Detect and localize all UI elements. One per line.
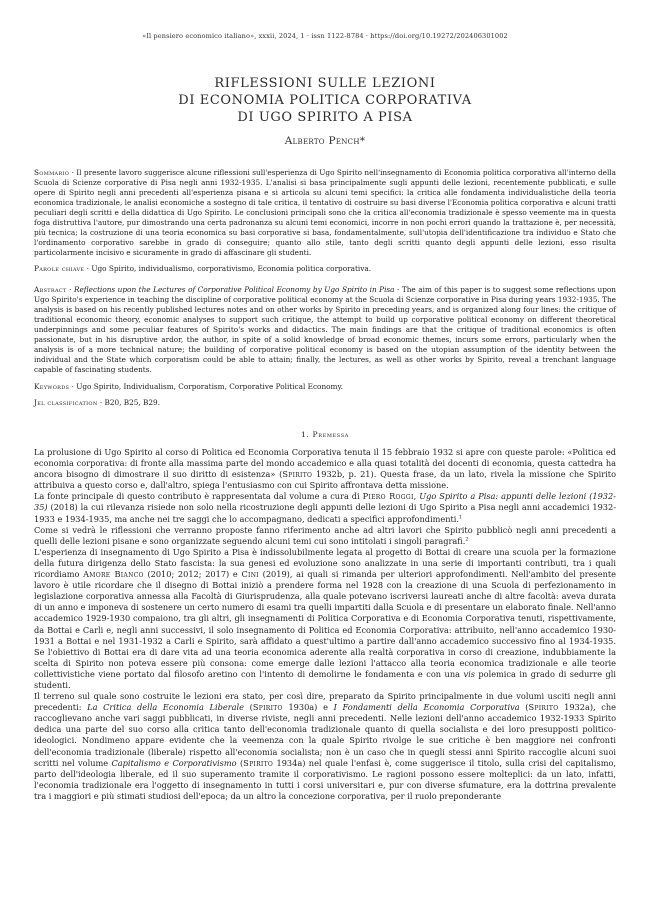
jel-label: Jel classification xyxy=(34,398,98,407)
sommario-block: Sommario · Il presente lavoro suggerisce alcune riflessioni sull'esperienza di Ugo Spirito nell'insegnamento di Economia politica corporativa all'interno della Scuola di Scienze corporative di Pisa negli anni 1932-1935. L'analisi si basa principalmente sugli appunti delle lezioni, recentemente pubblicati, e sulle opere di Spirito negli anni precedenti all'esperienza pisana e si articola su alcuni temi specifici: la critica alle fondamenta individualistiche della teoria economica tradizionale, le analisi economiche a sostegno di tale critica, il tentativo di costruire su basi diverse l'Economia politica corporativa e alcuni tratti peculiari degli scritti e della didattica di Ugo Spirito. Le conclusioni principali sono che la critica all'economia tradizionale è spesso veemente ma in questa foga distruttiva l'autore, pur dimostrando una certa padronanza su alcuni temi economici, incorre in non pochi errori quando la trattazione è, per necessità, più tecnica; la costruzione di una teoria economica su basi corporative si basa, fondamentalmente, sull'utopia dell'identificazione tra individuo e Stato che l'ordinamento corporativo sarebbe in grado di conseguire; quanto allo stile, tanto degli scritti quanto degli appunti delle lezioni, esso risulta particolarmente incisivo e sicuramente in grado di affascinare gli studenti. xyxy=(34,168,616,257)
p4-text-c: (2019), ai quali si rimanda per ulteriori approfondimenti. Nell'ambito del presente lavoro è utile ricordare che il disegno di Bottai iniziò a prendere forma nel 1928 con la creazione di una Scuola di perfezionamento in legislazione corporativa annessa alla Facoltà di Giurisprudenza, alla quale potevano iscriversi laureati anche di altre facoltà: aveva durata di un anno e imponeva di sostenere un certo numero di esami tra quelli impartiti dalla Scuola e di presentare un elaborato finale. Nell'anno accademico 1929-1930 compaiono, tra gli altri, gli insegnamenti di Politica Corporativa e di Economia Corporativa tenuti, rispettivamente, da Bottai e Carli e, negli anni successivi, il solo insegnamento di Politica ed Economia Corporativa: attribuito, nell'anno accademico 1930-1931 a Bottai e nel 1931-1932 a Carli e Spirito, sarà affidato a quest'ultimo a partire dall'anno accademico successivo fino al 1934-1935. Se l'obiettivo di Bottai era di dare vita ad una teoria economica aderente alla realtà corporativa in corso di creazione, indubbiamente la scelta di Spirito non poteva essere più consona: come emerge dalle lezioni l'attacco alla teoria economica tradizionale e alle teorie collettivistiche viene portato dal filosofo aretino con l'intento di demolirne le fondamenta e con una xyxy=(34,569,616,679)
p5-title-1: La Critica della Economia Liberale xyxy=(87,702,244,713)
p1-text-a: La prolusione di Ugo Spirito al corso di Politica ed Economia Corporativa tenuta il 15 febbraio 1932 si apre con queste parole: «Politica ed economia corporativa: di fronte alla massima parte del mondo accademico e alla quasi totalità dei docenti di economia, questa cattedra ha ancora bisogno di dimostrare il suo diritto di esistenza» ( xyxy=(34,447,616,480)
parole-chiave-text: Ugo Spirito, individualismo, corporativismo, Economia politica corporativa. xyxy=(91,264,372,273)
parole-chiave-block: Parole chiave · Ugo Spirito, individualismo, corporativismo, Economia politica corporativa. xyxy=(34,264,372,273)
running-head: «Il pensiero economico italiano», xxxii, 2024, 1 · issn 1122-8784 · https://doi.org/10.19272/202406301002 xyxy=(142,32,508,40)
p2-editor: Piero Roggi xyxy=(362,491,414,502)
p5-title-2: I Fondamenti della Economia Corporativa xyxy=(333,702,520,713)
paragraph-5: Il terreno sul quale sono costruite le lezioni era stato, per così dire, preparato da Spirito principalmente in due volumi usciti negli anni precedenti: La Critica della Economia Liberale (Spirito 1930a) e I Fondamenti della Economia Corporativa (Spirito 1932a), che raccoglievano anche vari saggi pubblicati, in diverse riviste, negli anni precedenti. Nelle lezioni dell'anno accademico 1932-1933 Spirito dedica una parte del suo corso alla critica tanto dell'economia tradizionale quanto di quella socialista e dei loro presupposti politico-ideologici. Nondimeno appare evidente che la veemenza con la quale Spirito rivolge le sue critiche è ben maggiore nei confronti dell'economia tradizionale (liberale) rispetto all'economia socialista; non è un caso che in quegli stessi anni Spirito raccoglie alcuni suoi scritti nel volume Capitalismo e Corporativismo (Spirito 1934a) nel quale l'enfasi è, come suggerisce il titolo, sulla crisi del capitalismo, parto dell'ideologia liberale, ed il suo superamento tramite il corporativismo. Le ragioni possono essere molteplici: da un lato, infatti, l'economia tradizionale era l'oggetto di insegnamento in tutti i corsi universitari e, pur con diverse sfumature, era la dottrina prevalente tra i maggiori e più stimati studiosi dell'epoca; da un altro la concezione corporativa, per il ruolo preponderante xyxy=(34,691,617,801)
parole-chiave-label: Parole chiave xyxy=(34,264,85,273)
abstract-title: Reflections upon the Lectures of Corporative Political Economy by Ugo Spirito in Pisa xyxy=(73,285,395,294)
p5-title-3: Capitalismo e Corporativismo xyxy=(111,757,237,768)
paragraph-1 xyxy=(34,447,616,491)
jel-block: Jel classification · B20, B25, B29. xyxy=(34,398,161,407)
p1-text-b: 1932b, p. 21). Questa frase, da un lato, rivela la missione che Spirito attribuiva a questo corso e, dall'altro, spiega l'entusiasmo con cui Spirito affrontava detta missione. xyxy=(34,469,617,491)
keywords-label: Keywords xyxy=(34,382,70,391)
p4-text-d: polemica in grado di sedurre gli studenti. xyxy=(34,668,616,690)
p5-text-a: Il terreno sul quale sono costruite le lezioni era stato, per così dire, preparato da Spirito principalmente in due volumi usciti negli anni precedenti: xyxy=(34,691,616,713)
section-heading: 1. Premessa xyxy=(301,430,349,439)
p4-cite-cini: Cini xyxy=(241,569,259,580)
p5-year-2: 1932a), che raccoglievano anche vari saggi pubblicati, in diverse riviste, negli anni precedenti. Nelle lezioni dell'anno accademico 1932-1933 Spirito dedica una parte del suo corso alla critica tanto dell'economia tradizionale quanto di quella socialista e dei loro presupposti politico-ideologici. Nondimeno appare evidente che la veemenza con la quale Spirito rivolge le sue critiche è ben maggiore nei confronti dell'economia tradizionale (liberale) rispetto all'economia socialista; non è un caso che in quegli stessi anni Spirito raccoglie alcuni suoi scritti nel volume xyxy=(34,702,617,768)
p5-cite-3: Spirito xyxy=(243,757,274,768)
article-body xyxy=(34,447,616,802)
p5-year-1: 1930a) e xyxy=(282,702,334,713)
p4-text-a: L'esperienza di insegnamento di Ugo Spirito a Pisa è indissolubilmente legata al progetto di Bottai di creare una scuola per la formazione della futura dirigenza dello Stato fascista: la sua genesi ed evoluzione sono analizzate in una serie di importanti contributi, tra i quali ricordiamo xyxy=(34,546,616,580)
keywords-text: Ugo Spirito, Individualism, Corporatism, Corporative Political Economy. xyxy=(76,382,343,391)
sommario-text: Il presente lavoro suggerisce alcune riflessioni sull'esperienza di Ugo Spirito nell'insegnamento di Economia politica corporativa all'interno della Scuola di Scienze corporative di Pisa negli anni 1932-1935. L'analisi si basa principalmente sugli appunti delle lezioni, recentemente pubblicati, e sulle opere di Spirito negli anni precedenti all'esperienza pisana e si articola su alcuni temi specifici: la critica alle fondamenta individualistiche della teoria economica tradizionale, le analisi economiche a sostegno di tale critica, il tentativo di costruire su basi diverse l'Economia politica corporativa e alcuni tratti peculiari degli scritti e della didattica di Ugo Spirito. Le conclusioni principali sono che la critica all'economia tradizionale è spesso veemente ma in questa foga distruttiva l'autore, pur dimostrando una certa padronanza su alcuni temi economici, incorre in non pochi errori quando la trattazione è, per necessità, più tecnica; la costruzione di una teoria economica su basi corporative si basa, fondamentalmente, sull'utopia dell'identificazione tra individuo e Stato che l'ordinamento corporativo sarebbe in grado di conseguire; quanto allo stile, tanto degli scritti quanto degli appunti delle lezioni, esso risulta particolarmente incisivo e sicuramente in grado di affascinare gli studenti. xyxy=(34,168,616,257)
paragraph-3 xyxy=(34,525,616,547)
p2-sep: , xyxy=(413,491,420,502)
p2-text-a: La fonte principale di questo contributo è rappresentata dal volume a cura di xyxy=(34,491,363,502)
abstract-label: Abstract xyxy=(34,285,67,294)
footnote-ref-2[interactable]: 2 xyxy=(465,536,469,543)
article-title xyxy=(34,75,616,126)
title-line-3: DI UGO SPIRITO A PISA xyxy=(237,110,413,125)
paragraph-2 xyxy=(34,491,616,524)
p2-text-b: (2018) la cui rilevanza risiede non solo nella ricostruzione degli appunti delle lezioni di Ugo Spirito a Pisa negli anni accademici 1932-1933 e 1934-1935, ma anche nei tre saggi che lo accompagnano, dedicati a specifici approfondimenti. xyxy=(34,502,616,524)
jel-text: B20, B25, B29. xyxy=(104,398,161,407)
p4-cite-amore-bianco: Amore Bianco xyxy=(83,569,144,580)
paragraph-4 xyxy=(34,547,616,691)
p5-year-3: 1934a) nel quale l'enfasi è, come suggerisce il titolo, sulla crisi del capitalismo, parto dell'ideologia liberale, ed il suo superamento tramite il corporativismo. Le ragioni possono essere molteplici: da un lato, infatti, l'economia tradizionale era l'oggetto di insegnamento in tutti i corsi universitari e, pur con diverse sfumature, era la dottrina prevalente tra i maggiori e più stimati studiosi dell'epoca; da un altro la concezione corporativa, per il ruolo preponderante xyxy=(34,757,617,801)
p4-text-b: (2010; 2012; 2017) e xyxy=(143,569,242,580)
keywords-block: Keywords · Ugo Spirito, Individualism, Corporatism, Corporative Political Economy. xyxy=(34,382,343,391)
title-line-1: RIFLESSIONI SULLE LEZIONI xyxy=(214,76,436,91)
p4-vis: vis xyxy=(463,668,475,679)
footnote-ref-1[interactable]: 1 xyxy=(459,513,463,520)
abstract-text: The aim of this paper is to suggest some reflections upon Ugo Spirito's experience in teaching the discipline of corporative political economy at the Scuola di Scienze corporative in Pisa during years 1932-1935. The analysis is based on his recently published lectures notes and on other works by Spirito in preceding years, and is organized along four lines: the critique of traditional economic theory, economic analyses to support such critique, the attempt to build up corporative political economy on different theoretical underpinnings and some peculiar features of Spirito's works and didactics. The main findings are that the critique of traditional economics is often passionate, but in his disruptive ardor, the author, in spite of a solid knowledge of broad economic themes, incurs some errors, particularly when the analysis is of a more technical nature; the building of corporative political economy is based on the utopian assumption of the identity between the individual and the State which corporatism could be able to attain; finally, the lectures, as well as other works by Spirito, reveal a trenchant language capable of fascinating students. xyxy=(34,285,616,374)
p1-citation: Spirito xyxy=(282,469,313,480)
abstract-block: Abstract · Reflections upon the Lectures of Corporative Political Economy by Ugo Spirito in Pisa · The aim of this paper is to suggest some reflections upon Ugo Spirito's experience in teaching the discipline of corporative political economy at the Scuola di Scienze corporative in Pisa during years 1932-1935. The analysis is based on his recently published lectures notes and on other works by Spirito in preceding years, and is organized along four lines: the critique of traditional economic theory, economic analyses to support such critique, the attempt to build up corporative political economy on different theoretical underpinnings and some peculiar features of Spirito's works and didactics. The main findings are that the critique of traditional economics is often passionate, but in his disruptive ardor, the author, in spite of a solid knowledge of broad economic themes, incurs some errors, particularly when the analysis is of a more technical nature; the building of corporative political economy is based on the utopian assumption of the identity between the individual and the State which corporatism could be able to attain; finally, the lectures, as well as other works by Spirito, reveal a trenchant language capable of fascinating students. xyxy=(34,285,616,374)
p3-text: Come si vedrà le riflessioni che verranno proposte fanno riferimento anche ad altri lavori che Spirito pubblicò negli anni precedenti a quelli delle lezioni pisane e sono organizzate seguendo alcuni temi cui sono intitolati i singoli paragrafi. xyxy=(34,524,616,546)
p5-cite-1: Spirito xyxy=(252,702,283,713)
article-page xyxy=(34,32,616,802)
title-line-2: DI ECONOMIA POLITICA CORPORATIVA xyxy=(178,93,472,108)
author-name: Alberto Pench* xyxy=(284,135,366,147)
p2-book-title: Ugo Spirito a Pisa: appunti delle lezioni (1932-35) xyxy=(34,491,616,513)
p5-cite-2: Spirito xyxy=(528,702,559,713)
sommario-label: Sommario xyxy=(34,168,70,177)
